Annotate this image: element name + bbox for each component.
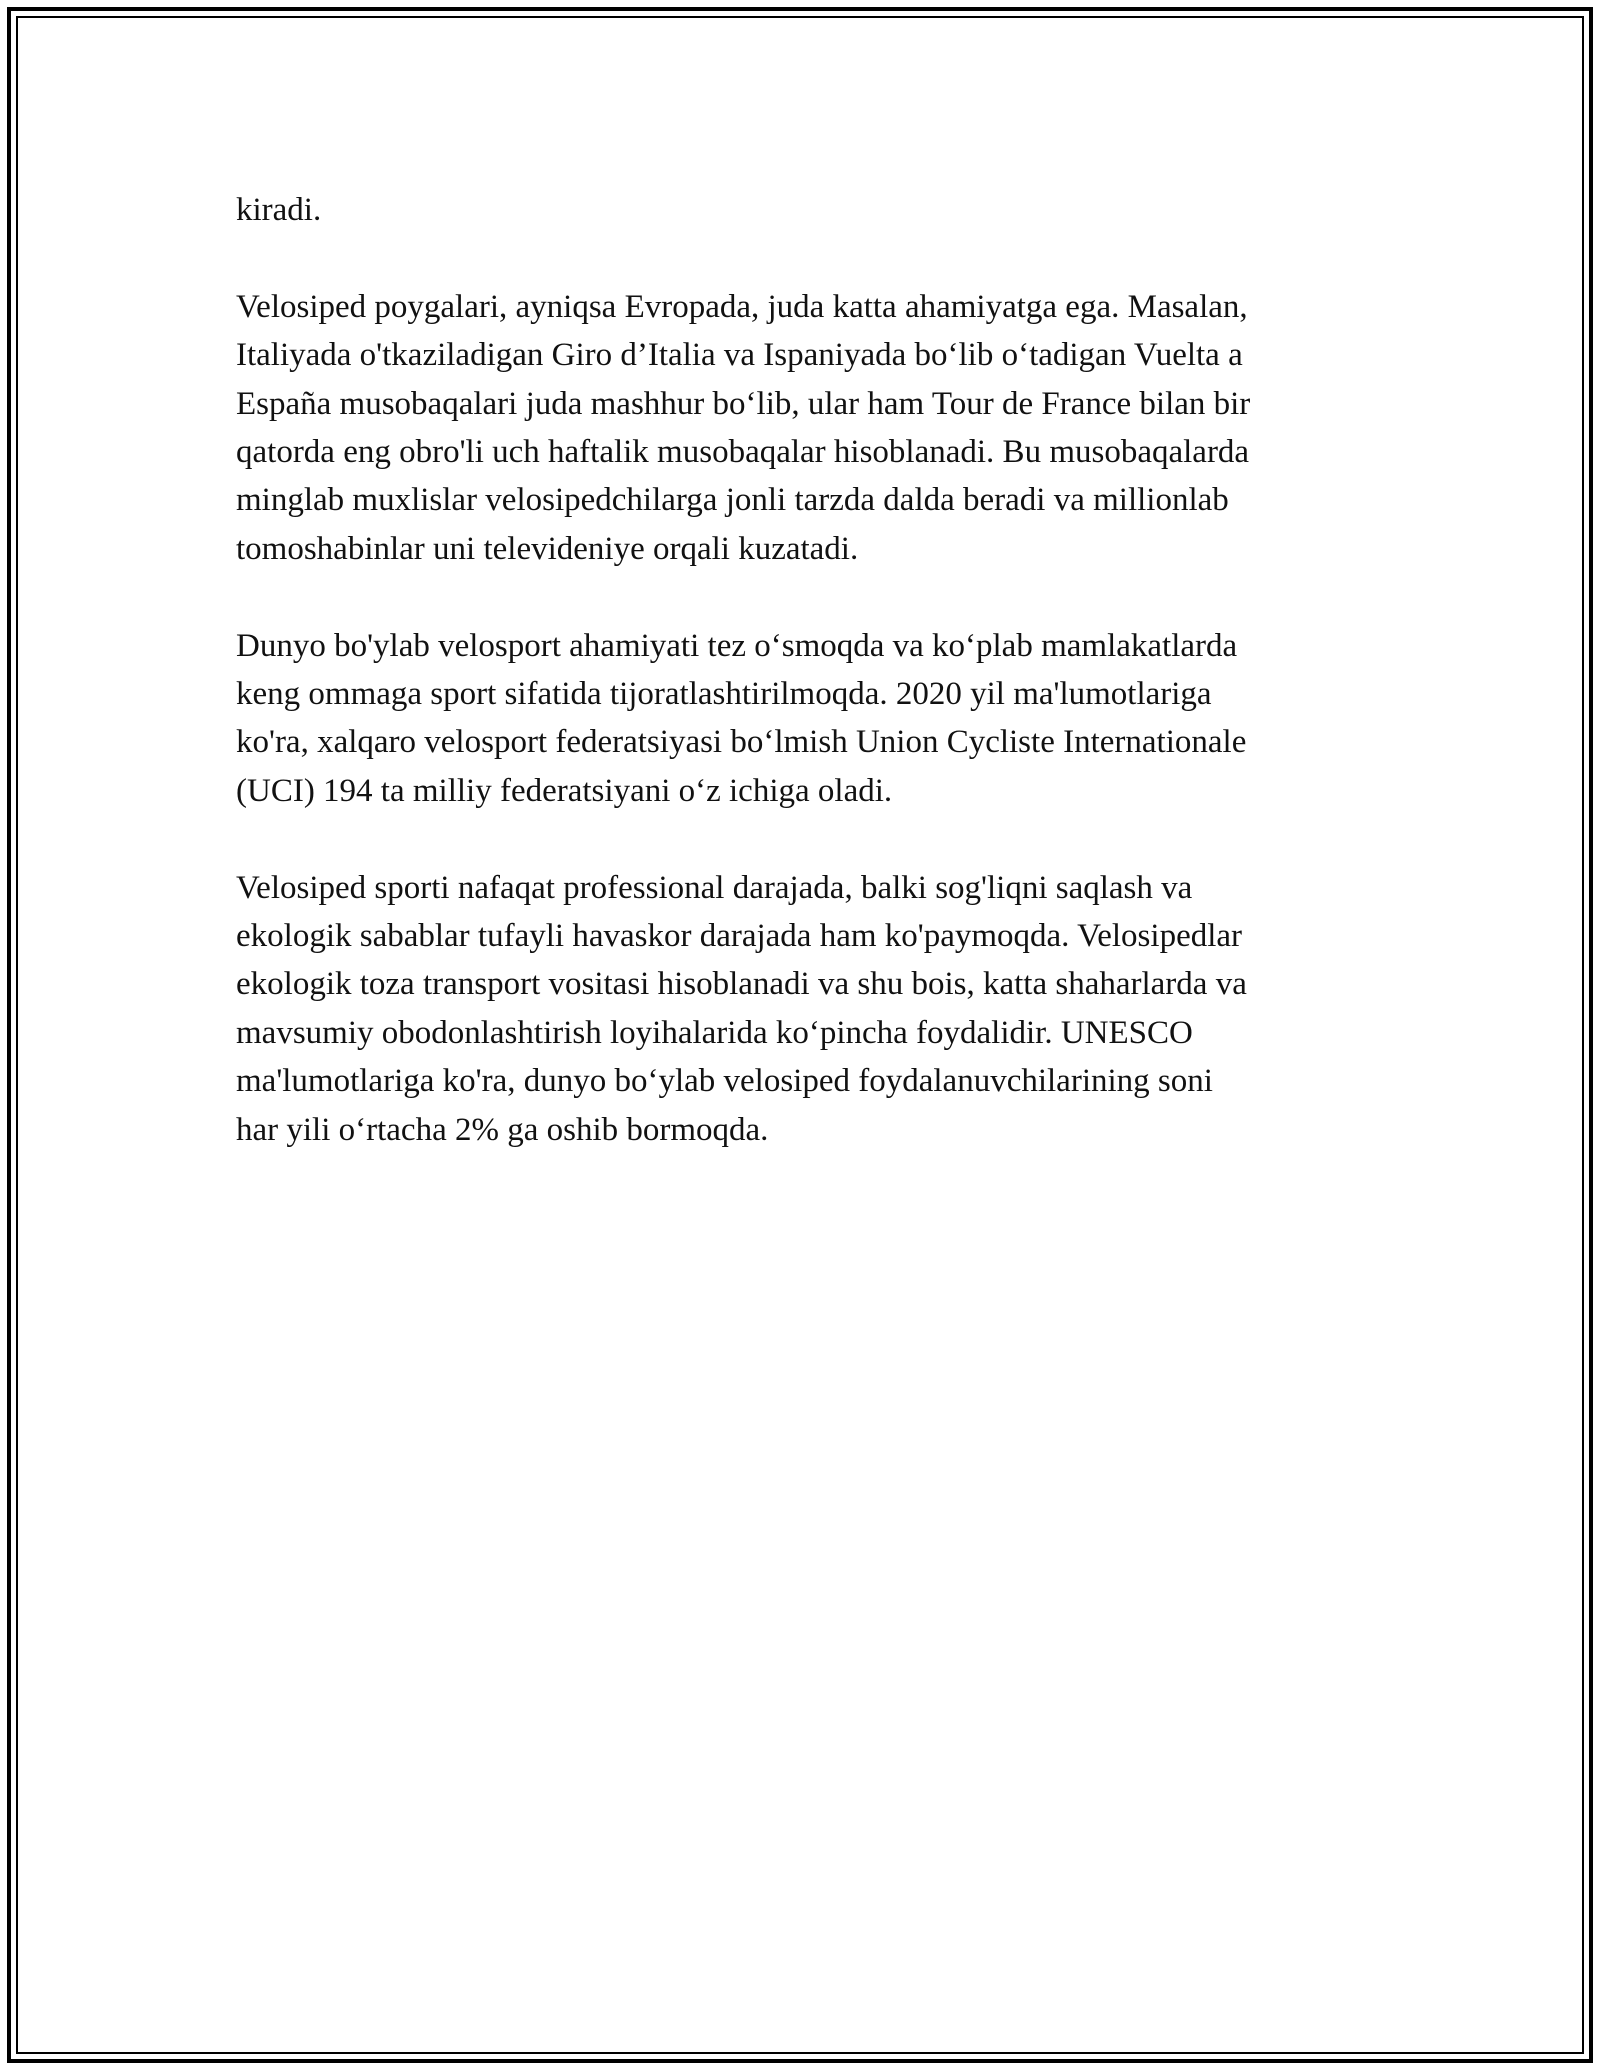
- body-text: [236, 186, 1396, 1202]
- paragraph-continuation: kiradi.: [236, 192, 322, 228]
- paragraph-cycling-races: Velosiped poygalari, ayniqsa Evropada, juda katta ahamiyatga ega. Masalan, Italiyada o'tkaziladigan Giro d’Italia va Ispaniyada bo‘lib o‘tadigan Vuelta a España musobaqalari juda mashhur bo‘lib, ular ham Tour de France bilan bir qatorda eng obro'li uch haftalik musobaqalar hisoblanadi. Bu musobaqalarda minglab muxlislar velosipedchilarga jonli tarzda dalda beradi va millionlab tomoshabinlar uni televideniye orqali kuzatadi.: [236, 288, 1251, 567]
- paragraph-velosport-growth: Dunyo bo'ylab velosport ahamiyati tez o‘smoqda va ko‘plab mamlakatlarda keng ommaga sport sifatida tijoratlashtirilmoqda. 2020 yil ma'lumotlariga ko'ra, xalqaro velosport federatsiyasi bo‘lmish Union Cycliste Internationale (UCI) 194 ta milliy federatsiyani o‘z ichiga oladi.: [236, 627, 1247, 809]
- paragraph-amateur-cycling: Velosiped sporti nafaqat professional darajada, balki sog'liqni saqlash va ekologik sabablar tufayli havaskor darajada ham ko'paymoqda. Velosipedlar ekologik toza transport vositasi hisoblanadi va shu bois, katta shaharlarda va mavsumiy obodonlashtirish loyihalarida ko‘pincha foydalidir. UNESCO ma'lumotlariga ko'ra, dunyo bo‘ylab velosiped foydalanuvchilarining soni har yili o‘rtacha 2% ga oshib bormoqda.: [236, 869, 1247, 1148]
